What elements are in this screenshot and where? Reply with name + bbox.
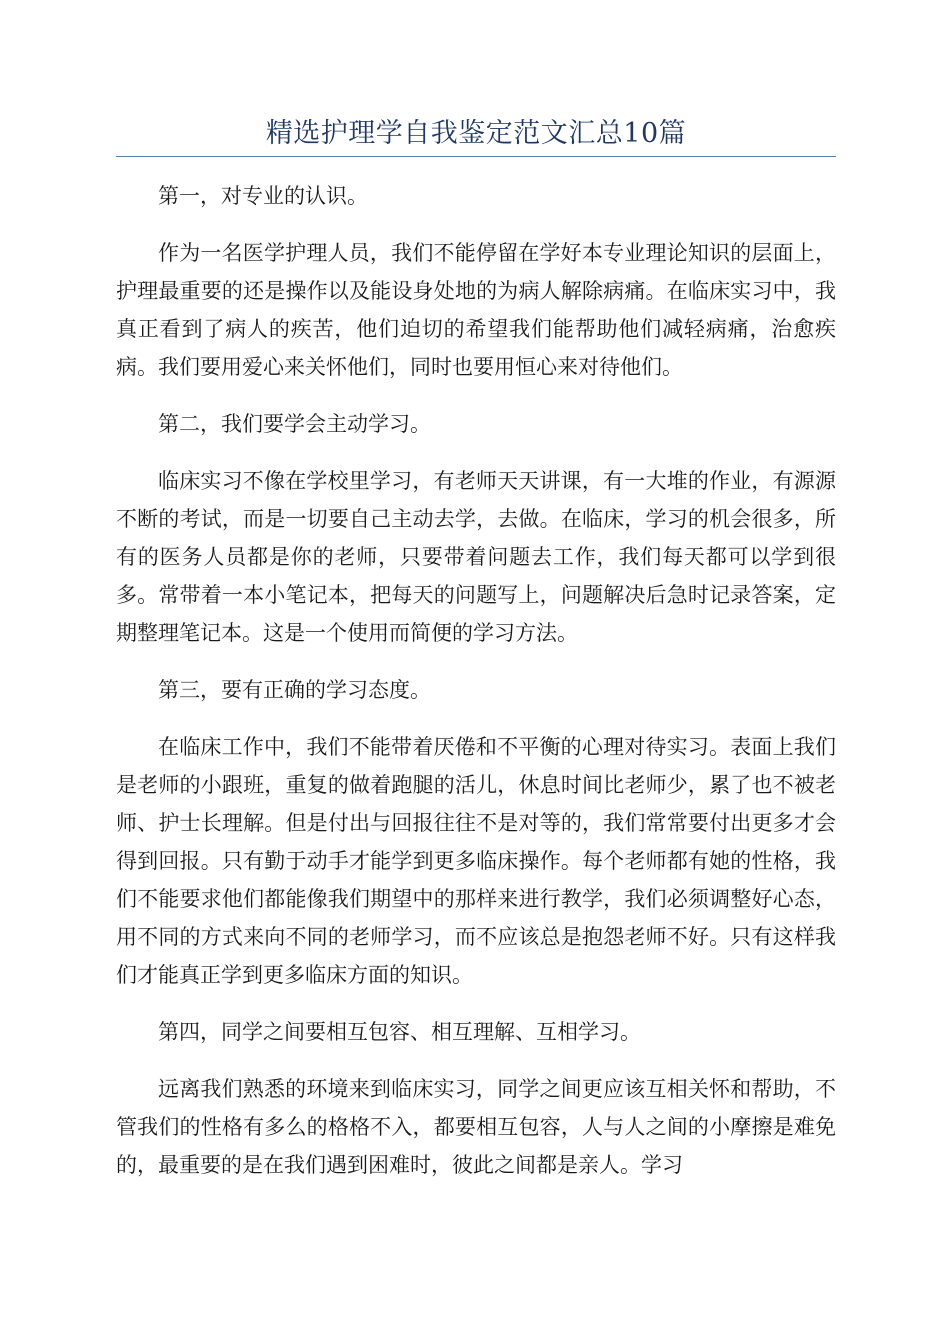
section-heading-1: 第一，对专业的认识。 bbox=[158, 184, 368, 208]
section-heading-2: 第二，我们要学会主动学习。 bbox=[158, 412, 431, 436]
body-paragraph-1: 作为一名医学护理人员，我们不能停留在学好本专业理论知识的层面上，护理最重要的还是操作以及能设身处地的为病人解除病痛。在临床实习中，我真正看到了病人的疾苦，他们迫切的希望我们能帮助他们减轻病痛，治愈疾病。我们要用爱心来关怀他们，同时也要用恒心来对待他们。 bbox=[116, 241, 836, 379]
document-page bbox=[116, 112, 836, 1203]
document-body bbox=[116, 177, 836, 1184]
section-heading-3: 第三，要有正确的学习态度。 bbox=[158, 678, 431, 702]
title-underline bbox=[116, 156, 836, 157]
body-paragraph-4: 远离我们熟悉的环境来到临床实习，同学之间更应该互相关怀和帮助，不管我们的性格有多么的格格不入，都要相互包容，人与人之间的小摩擦是难免的，最重要的是在我们遇到困难时，彼此之间都是亲人。学习 bbox=[116, 1077, 836, 1177]
body-paragraph-2: 临床实习不像在学校里学习，有老师天天讲课，有一大堆的作业，有源源不断的考试，而是一切要自己主动去学，去做。在临床，学习的机会很多，所有的医务人员都是你的老师，只要带着问题去工作，我们每天都可以学到很多。常带着一本小笔记本，把每天的问题写上，问题解决后急时记录答案，定期整理笔记本。这是一个使用而简便的学习方法。 bbox=[116, 469, 836, 645]
section-heading-4: 第四，同学之间要相互包容、相互理解、互相学习。 bbox=[158, 1020, 641, 1044]
document-title: 精选护理学自我鉴定范文汇总10篇 bbox=[265, 118, 687, 149]
body-paragraph-3: 在临床工作中，我们不能带着厌倦和不平衡的心理对待实习。表面上我们是老师的小跟班，重复的做着跑腿的活儿，休息时间比老师少，累了也不被老师、护士长理解。但是付出与回报往往不是对等的，我们常常要付出更多才会得到回报。只有勤于动手才能学到更多临床操作。每个老师都有她的性格，我们不能要求他们都能像我们期望中的那样来进行教学，我们必须调整好心态，用不同的方式来向不同的老师学习，而不应该总是抱怨老师不好。只有这样我们才能真正学到更多临床方面的知识。 bbox=[116, 735, 836, 987]
